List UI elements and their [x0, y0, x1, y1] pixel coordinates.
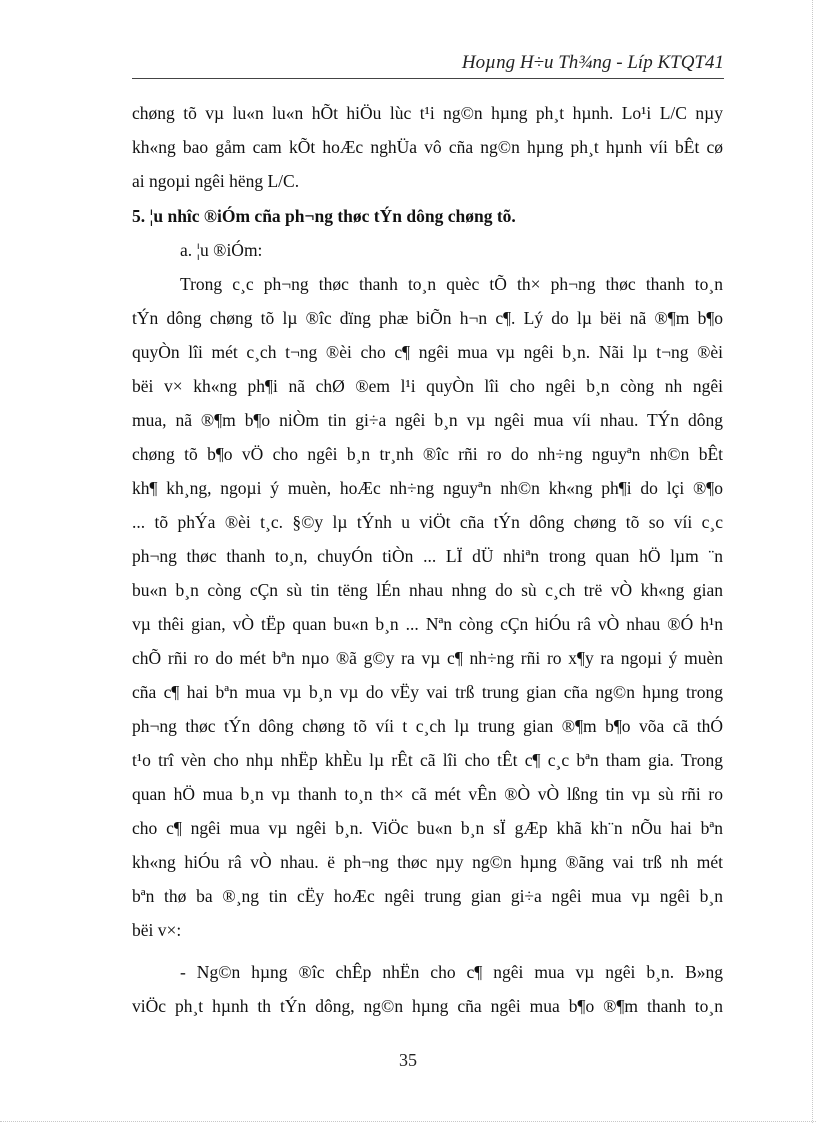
text-line: quyÒn lîi mét c¸ch t¬ng ®èi cho c¶ ngêi mua vµ ngêi b¸n. Nãi lµ t¬ng ®èi: [132, 342, 723, 362]
text-line: ph¬ng thøc thanh to¸n, chuyÓn tiÒn ... LÏ dÜ nhiªn trong quan hÖ lµm ¨n: [132, 546, 723, 566]
text-line: kh¶ kh¸ng, ngoµi ý muèn, hoÆc nh÷ng nguyªn nh©n kh«ng ph¶i do lçi ®¶o: [132, 478, 723, 498]
text-line: viÖc ph¸t hµnh th tÝn dông, ng©n hµng cña ngêi mua b¶o ®¶m thanh to¸n: [132, 996, 723, 1016]
text-line: tÝn dông chøng tõ lµ ®îc dïng phæ biÕn h¬n c¶. Lý do lµ bëi nã ®¶m b¶o: [132, 308, 723, 328]
running-header: Hoµng H÷u Th¾ng - Líp KTQT41: [461, 52, 724, 73]
text-line: bªn thø ba ®¸ng tin cËy hoÆc ngêi trung gian gi÷a ngêi mua vµ ngêi b¸n: [132, 886, 723, 906]
section-heading: 5. ¦u nhîc ®iÓm cña ph¬ng thøc tÝn dông chøng tõ.: [132, 206, 516, 226]
text-line: chøng tõ vµ lu«n lu«n hÕt hiÖu lùc t¹i ng©n hµng ph¸t hµnh. Lo¹i L/C nµy: [132, 103, 723, 123]
text-line: vµ thêi gian, vÒ tËp quan bu«n b¸n ... Nªn còng cÇn hiÓu râ vÒ nhau ®Ó h¹n: [132, 614, 723, 634]
text-line: - Ng©n hµng ®îc chÊp nhËn cho c¶ ngêi mua vµ ngêi b¸n. B»ng: [180, 962, 723, 982]
text-line: quan hÖ mua b¸n vµ thanh to¸n th× cã mét vÊn ®Ò vÒ lßng tin vµ sù rñi ro: [132, 784, 723, 804]
page-number: 35: [399, 1050, 417, 1070]
text-line: chøng tõ b¶o vÖ cho ngêi b¸n tr¸nh ®îc rñi ro do nh÷ng nguyªn nh©n bÊt: [132, 444, 723, 464]
text-line: chÕ rñi ro do mét bªn nµo ®ã g©y ra vµ c¶ nh÷ng rñi ro x¶y ra ngoµi ý muèn: [132, 648, 723, 668]
text-line: kh«ng bao gåm cam kÕt hoÆc nghÜa vô cña ng©n hµng ph¸t hµnh víi bÊt cø: [132, 137, 723, 157]
text-line: bëi v× kh«ng ph¶i nã chØ ®em l¹i quyÒn lîi cho ngêi b¸n còng nh ngêi: [132, 376, 723, 396]
text-line: Trong c¸c ph¬ng thøc thanh to¸n quèc tÕ th× ph¬ng thøc thanh to¸n: [180, 274, 723, 294]
page-right-border: [812, 0, 813, 1123]
text-line: bëi v×:: [132, 920, 182, 940]
text-line: ai ngoµi ngêi hëng L/C.: [132, 171, 300, 191]
text-line: kh«ng hiÓu râ vÒ nhau. ë ph¬ng thøc nµy ng©n hµng ®ãng vai trß nh mét: [132, 852, 723, 872]
text-line: mua, nã ®¶m b¶o niÒm tin gi÷a ngêi b¸n vµ ngêi mua víi nhau. TÝn dông: [132, 410, 723, 430]
text-line: ph¬ng thøc tÝn dông chøng tõ víi t c¸ch lµ trung gian ®¶m b¶o võa cã thÓ: [132, 716, 723, 736]
text-line: ... tõ phÝa ®èi t¸c. §©y lµ tÝnh u viÖt cña tÝn dông chøng tõ so víi c¸c: [132, 512, 723, 532]
text-line: cña c¶ hai bªn mua vµ b¸n vµ do vËy vai trß trung gian cña ng©n hµng trong: [132, 682, 723, 702]
text-line: bu«n b¸n còng cÇn sù tin tëng lÉn nhau nhng do sù c¸ch trë vÒ kh«ng gian: [132, 580, 723, 600]
page-bottom-border: [0, 1121, 816, 1122]
text-line: cho c¶ ngêi mua vµ ngêi b¸n. ViÖc bu«n b¸n sÏ gÆp khã kh¨n nÕu hai bªn: [132, 818, 723, 838]
text-line: t¹o trî vèn cho nhµ nhËp khÈu lµ rÊt cã lîi cho tÊt c¶ c¸c bªn tham gia. Trong: [132, 750, 723, 770]
subsection-heading: a. ¦u ®iÓm:: [180, 240, 263, 260]
